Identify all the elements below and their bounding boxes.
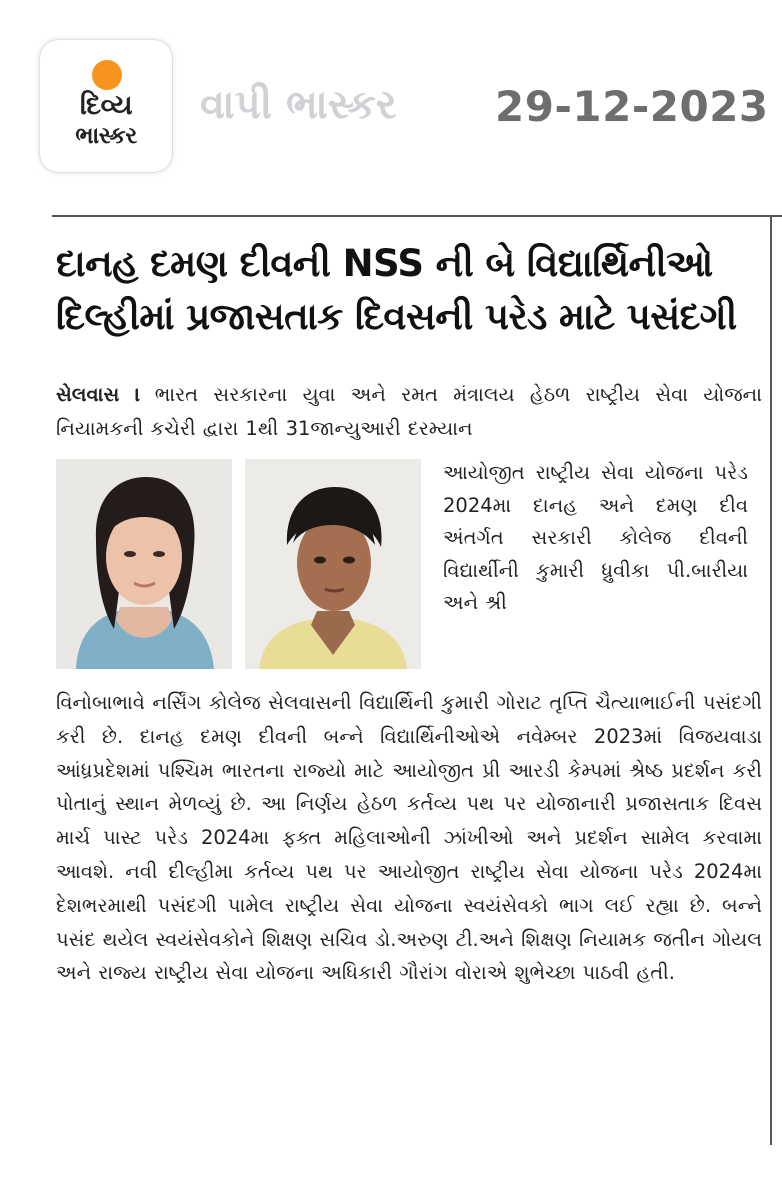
edition-name: વાપી ભાસ્કર (200, 82, 397, 128)
column-rule-right (770, 215, 772, 1145)
article-body-main: વિનોબાભાવે નર્સિંગ કોલેજ સેલવાસની વિદ્યાર્થિની કુમારી ગોરાટ તૃપ્તિ ચૈત્યાભાઈની પસંદગી કરી છે. દાનહ દમણ દીવની બન્ને વિદ્યાર્થિનીઓએ નવેમ્બર 2023માં વિજયવાડા આંધ્રપ્રદેશમાં પશ્ચિમ ભારતના રાજ્યો માટે આયોજીત પ્રી આરડી કેમ્પમાં શ્રેષ્ઠ પ્રદર્શન કરી પોતાનું સ્થાન મેળવ્યું છે. આ નિર્ણય હેઠળ કર્તવ્ય પથ પર યોજાનારી પ્રજાસતાક દિવસ માર્ચ પાસ્ટ પરેડ 2024મા ફક્ત મહિલાઓની ઝાંખીઓ અને પ્રદર્શન સામેલ કરવામા આવશે. નવી દીલ્હીમા કર્તવ્ય પથ પર આયોજીત રાષ્ટ્રીય સેવા યોજના પરેડ 2024મા દેશભરમાથી પસંદગી પામેલ રાષ્ટ્રીય સેવા યોજના સ્વયંસેવકો ભાગ લઈ રહ્યા છે. બન્ને પસંદ થયેલ સ્વયંસેવકોને શિક્ષણ સચિવ ડો.અરુણ ટી.અને શિક્ષણ નિયામક જતીન ગોયલ અને રાજ્ય રાષ્ટ્રીય સેવા યોજના અધિકારી ગૌરાંગ વોરાએ શુભેચ્છા પાઠવી હતી. (56, 691, 762, 985)
newspaper-logo (40, 40, 172, 172)
student-photo-2 (245, 459, 421, 669)
article-body-intro-text: ભારત સરકારના યુવા અને રમત મંત્રાલય હેઠળ રાષ્ટ્રીય સેવા યોજના નિયામકની કચેરી દ્વારા 1થી 31જાન્યુઆરી દરમ્યાન (56, 383, 762, 440)
column-rule-top (52, 215, 782, 217)
logo-text-line2: ભાસ્કર (75, 123, 137, 149)
sun-dot-icon (92, 60, 122, 90)
article-body-intro (56, 378, 762, 445)
student-photo-1 (56, 459, 232, 669)
logo-text-line1: દિવ્ય (79, 90, 133, 121)
publication-date: 29-12-2023 (495, 82, 769, 131)
article-body-side-column: આયોજીત રાષ્ટ્રીય સેવા યોજના પરેડ 2024મા દાનહ અને દમણ દીવ અંતર્ગત સરકારી કોલેજ દીવની વિદ્યાર્થીની કુમારી ધ્રુવીકા પી.બારીયા અને શ્રી (443, 461, 748, 615)
article-dateline: સેલવાસ । (56, 383, 141, 406)
article-headline: દાનહ દમણ દીવની NSS ની બે વિદ્યાર્થિનીઓ દિલ્હીમાં પ્રજાસતાક દિવસની પરેડ માટે પસંદગી (56, 242, 737, 338)
